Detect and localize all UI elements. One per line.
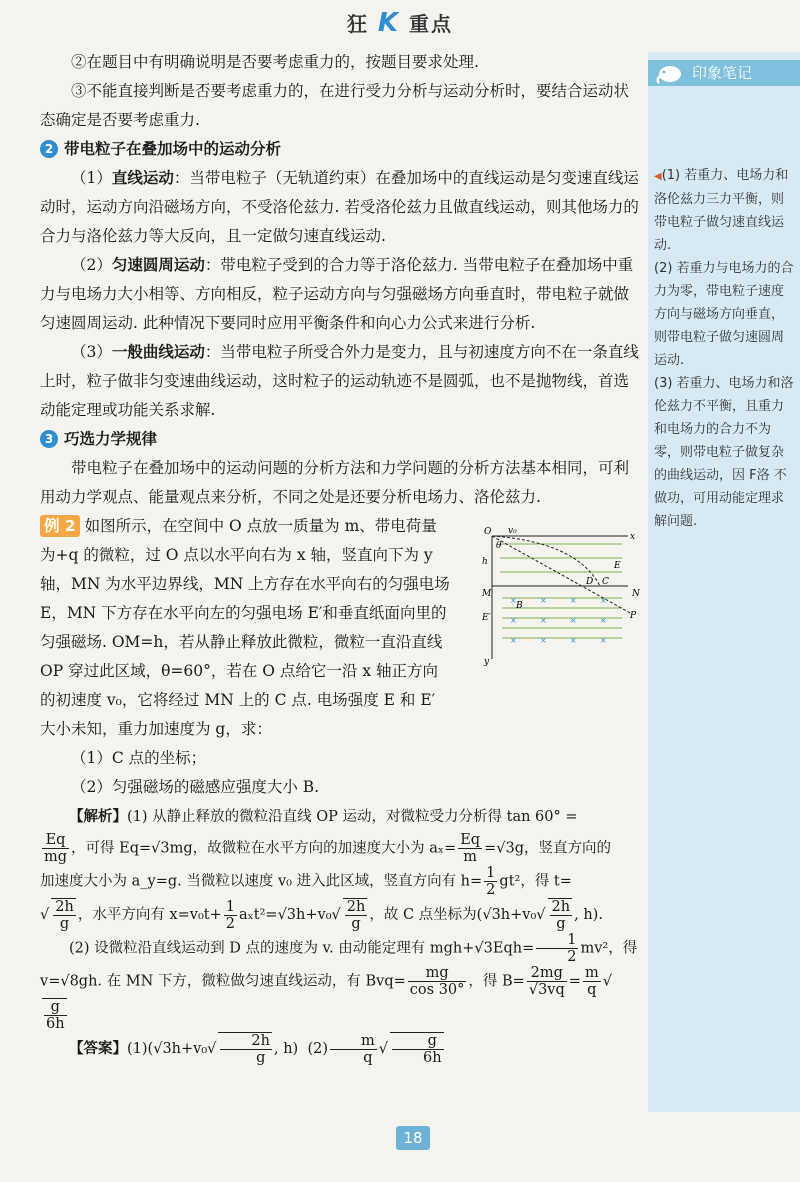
cross-mark: × (570, 636, 577, 645)
cross-mark: × (540, 616, 547, 625)
solution-text: 加速度大小为 a_y=g. 当微粒以速度 v₀ 进入此区域，竖直方向有 h= (40, 873, 483, 890)
label-p: P (630, 611, 637, 621)
solution-line-3 (40, 865, 640, 898)
cross-mark: × (540, 596, 547, 605)
note-1 (654, 164, 794, 257)
solution-text: (1) 从静止释放的微粒沿直线 OP 运动，对微粒受力分析得 tan 60° = (127, 809, 578, 825)
denominator: mg (44, 849, 68, 865)
label-y: y (484, 657, 490, 666)
denominator: 2 (225, 915, 235, 932)
label-n: N (632, 589, 640, 599)
fraction (527, 965, 567, 998)
fraction (548, 898, 573, 932)
cross-mark: × (510, 596, 517, 605)
cross-mark: × (570, 616, 577, 625)
field-diagram (482, 524, 640, 666)
solution-text: gt²，得 t= (499, 873, 572, 890)
item-text: ：当带电粒子（无轨道约束）在叠加场中的直线运动是匀变速直线运动时，运动方向沿磁场方向，不受洛伦兹力. 若受洛伦兹力且做直线运动，则其他场力的合力与洛伦兹力等大反向，且一定做匀速直线运动. (40, 169, 639, 245)
label-e-prime: E′ (482, 613, 491, 623)
solution-text: ，可得 Eq=√3mg，故微粒在水平方向的加速度大小为 aₓ= (71, 840, 457, 857)
label-e: E (614, 561, 621, 571)
numerator: Eq (460, 832, 481, 848)
numerator: m (584, 965, 599, 981)
solution-text: ，故 C 点坐标为 (369, 907, 477, 923)
fraction (408, 965, 467, 998)
fraction (218, 1032, 272, 1066)
example-text: 如图所示，在空间中 O 点放一质量为 m、带电荷量为+q 的微粒，过 O 点以水平向右为 x 轴，竖直向下为 y 轴，MN 为水平边界线，MN 上方存在水平向右的匀强电场 E，MN 下方存在水平向左的匀强电场 E′和垂直纸面向里的匀强磁场. OM=h，若从静止释放此微粒，微粒一直沿直线 OP 穿过此区域，θ=60°，若在 O 点给它一沿 x 轴正方向的初速度 v₀，它将经过 MN 上的 C 点. 电场强度 E 和 E′大小未知，重力加速度为 g，求： (40, 517, 450, 738)
solution-line-2 (40, 832, 640, 865)
section-3-text: 带电粒子在叠加场中的运动问题的分析方法和力学问题的分析方法基本相同，可利用动力学观点、能量观点来分析，不同之处是还要分析电场力、洛伦兹力. (40, 459, 630, 506)
denominator: g (59, 916, 70, 932)
solution-line-6: v=√8gh. 在 MN 下方，微粒做匀速直线运动，有 Bvq= $\frac{mg}{\cos 30^\circ}$ ，得 B= $\frac{2mg}{√3vq}$ = $\frac{m}{q}$ √ $\frac{g}{6h}$ (40, 965, 612, 1032)
answer-1-label: (1) (127, 1041, 148, 1057)
answer-line: 【答案】(1)(√3h+v₀√ $\frac{2h}{g}$ , h) (2) $\frac{m}{q}$ √ $\frac{g}{6h}$ (69, 1032, 442, 1066)
solution (40, 802, 640, 1066)
solution-text: v=√8gh. 在 MN 下方，微粒做匀速直线运动，有 Bvq= (40, 973, 406, 990)
question-1: （1）C 点的坐标； (71, 749, 207, 767)
coord-text: , h). (574, 907, 603, 923)
header-k-logo: K (377, 8, 401, 38)
answer-2-label: (2) (307, 1041, 328, 1057)
denominator: √3vq (528, 982, 565, 998)
cross-mark: × (510, 636, 517, 645)
label-theta: θ (496, 541, 502, 551)
label-h: h (482, 557, 488, 567)
denominator: cos 30° (409, 982, 465, 998)
fraction (51, 898, 76, 932)
section-2-item-3 (40, 338, 640, 425)
item-keyword: 匀速圆周运动 (111, 256, 205, 274)
cross-mark: × (600, 616, 607, 625)
fraction (224, 899, 237, 932)
fraction (330, 1033, 377, 1066)
notes-title: 印象笔记 (692, 64, 753, 82)
cross-mark: × (600, 596, 607, 605)
section-3-heading (40, 425, 640, 454)
item-text: ：带电粒子受到的合力等于洛伦兹力. 当带电粒子在叠加场中重力与电场力大小相等、方向相反，粒子运动方向与匀强磁场方向垂直时，带电粒子就做匀速圆周运动. 此种情况下要同时应用平衡条件和向心力公式来进行分析. (40, 256, 634, 332)
denominator: g (556, 916, 566, 932)
numerator: Eq (42, 832, 69, 849)
answer-text: , h) (274, 1041, 299, 1057)
fraction (343, 898, 368, 932)
solution-text: = (568, 973, 581, 990)
solution-line-5 (40, 932, 640, 965)
elephant-icon (656, 62, 686, 84)
denominator: 6h (422, 1050, 442, 1066)
label-m: M (482, 589, 492, 599)
solution-text: mv²，得 (580, 940, 638, 957)
label-o: O (484, 527, 492, 537)
item-keyword: 一般曲线运动 (111, 343, 205, 361)
label-v0: v₀ (508, 526, 517, 536)
fraction (583, 965, 601, 998)
fraction (42, 998, 67, 1032)
denominator: 6h (46, 1016, 65, 1032)
answer-label: 【答案】 (69, 1041, 127, 1057)
intro-paragraph-3: ③不能直接判断是否要考虑重力的，在进行受力分析与运动分析时，要结合运动状态确定是否要考虑重力. (40, 82, 630, 129)
fraction (458, 832, 482, 865)
item-prefix: （1） (71, 169, 112, 187)
coord-text: (√3h+v₀ (476, 907, 537, 923)
section-number-badge: 2 (40, 140, 58, 158)
intro-paragraph-2: ②在题目中有明确说明是否要考虑重力的，按题目要求处理. (71, 53, 479, 71)
numerator: 1 (536, 932, 578, 949)
example-2 (40, 512, 450, 744)
triangle-pointer-icon: ◀ (654, 171, 662, 182)
denominator: 2 (486, 882, 496, 898)
numerator: 1 (486, 865, 496, 881)
label-x: x (630, 532, 636, 542)
note-3: (3) 若重力、电场力和洛伦兹力不平衡，且重力和电场力的合力不为零，则带电粒子做复杂的曲线运动，因 F洛 不做功，可用动能定理求解问题. (654, 376, 794, 529)
numerator: mg (408, 965, 467, 982)
section-2-item-1 (40, 164, 640, 251)
upper-field-lines (500, 544, 622, 572)
page-header (0, 8, 800, 38)
denominator: q (587, 982, 597, 998)
solution-label: 【解析】 (69, 809, 127, 825)
numerator: g (44, 999, 67, 1016)
header-left: 狂 (346, 12, 369, 36)
fraction (42, 832, 69, 865)
item-prefix: （3） (71, 343, 112, 361)
item-prefix: （2） (71, 256, 112, 274)
solution-line-1 (40, 802, 640, 832)
denominator: 2 (567, 949, 577, 965)
label-d: D (586, 577, 594, 587)
label-b: B (516, 601, 523, 611)
answer-text: (√3h+v₀ (147, 1041, 208, 1057)
denominator: q (363, 1049, 373, 1066)
solution-text: ，水平方向有 x=v₀t+ (77, 907, 222, 923)
fraction (484, 865, 497, 898)
example-label: 例 2 (40, 515, 80, 537)
numerator: 2mg (527, 965, 567, 982)
item-keyword: 直线运动 (111, 169, 174, 187)
label-c: C (602, 577, 609, 587)
numerator: m (330, 1033, 377, 1050)
section-2-title: 带电粒子在叠加场中的运动分析 (64, 140, 282, 158)
question-2: （2）匀强磁场的磁感应强度大小 B. (71, 778, 320, 796)
numerator: 2h (551, 899, 571, 915)
header-right: 重点 (409, 12, 454, 36)
section-2-item-2 (40, 251, 640, 338)
notes-header (648, 60, 800, 86)
section-2-heading (40, 135, 640, 164)
solution-text: (2) 设微粒沿直线运动到 D 点的速度为 v. 由动能定理有 mgh+√3Eqh= (69, 940, 535, 957)
notes-sidebar (648, 52, 800, 1112)
solution-line-4: √ $\frac{2h}{g}$ ，水平方向有 x=v₀t+ $\frac{1}{2}$ aₓt²=√3h+v₀√ $\frac{2h}{g}$ ，故 C 点坐标为(√3h+v₀√ $\frac{2h}{g}$ , h). (40, 898, 603, 932)
item-text: ：当带电粒子所受合外力是变力，且与初速度方向不在一条直线上时，粒子做非匀变速曲线运动，这时粒子的运动轨迹不是圆弧，也不是抛物线，首选动能定理或功能关系求解. (40, 343, 639, 419)
denominator: g (351, 916, 361, 932)
numerator: 2h (346, 899, 366, 915)
numerator: g (392, 1033, 444, 1050)
solution-text: ，得 B= (468, 973, 525, 990)
section-number-badge: 3 (40, 430, 58, 448)
page-number: 18 (396, 1126, 430, 1150)
numerator: 2h (55, 899, 74, 915)
denominator: g (256, 1050, 266, 1066)
numerator: 2h (220, 1033, 272, 1050)
cross-mark: × (540, 636, 547, 645)
solution-text: =√3g，竖直方向的 (484, 840, 611, 857)
fraction (536, 932, 578, 965)
denominator: m (463, 849, 478, 865)
note-text: (1) 若重力、电场力和洛伦兹力三力平衡，则带电粒子做匀速直线运动. (654, 168, 789, 253)
note-2: (2) 若重力与电场力的合力为零，带电粒子速度方向与磁场方向垂直，则带电粒子做匀速圆周运动. (654, 261, 794, 368)
numerator: 1 (225, 898, 235, 915)
section-3-title: 巧选力学规律 (64, 430, 158, 448)
solution-text: aₓt²=√3h+v₀ (238, 907, 332, 923)
notes-body (654, 164, 794, 533)
cross-mark: × (600, 636, 607, 645)
fraction (390, 1032, 444, 1066)
cross-mark: × (570, 596, 577, 605)
cross-mark: × (510, 616, 517, 625)
